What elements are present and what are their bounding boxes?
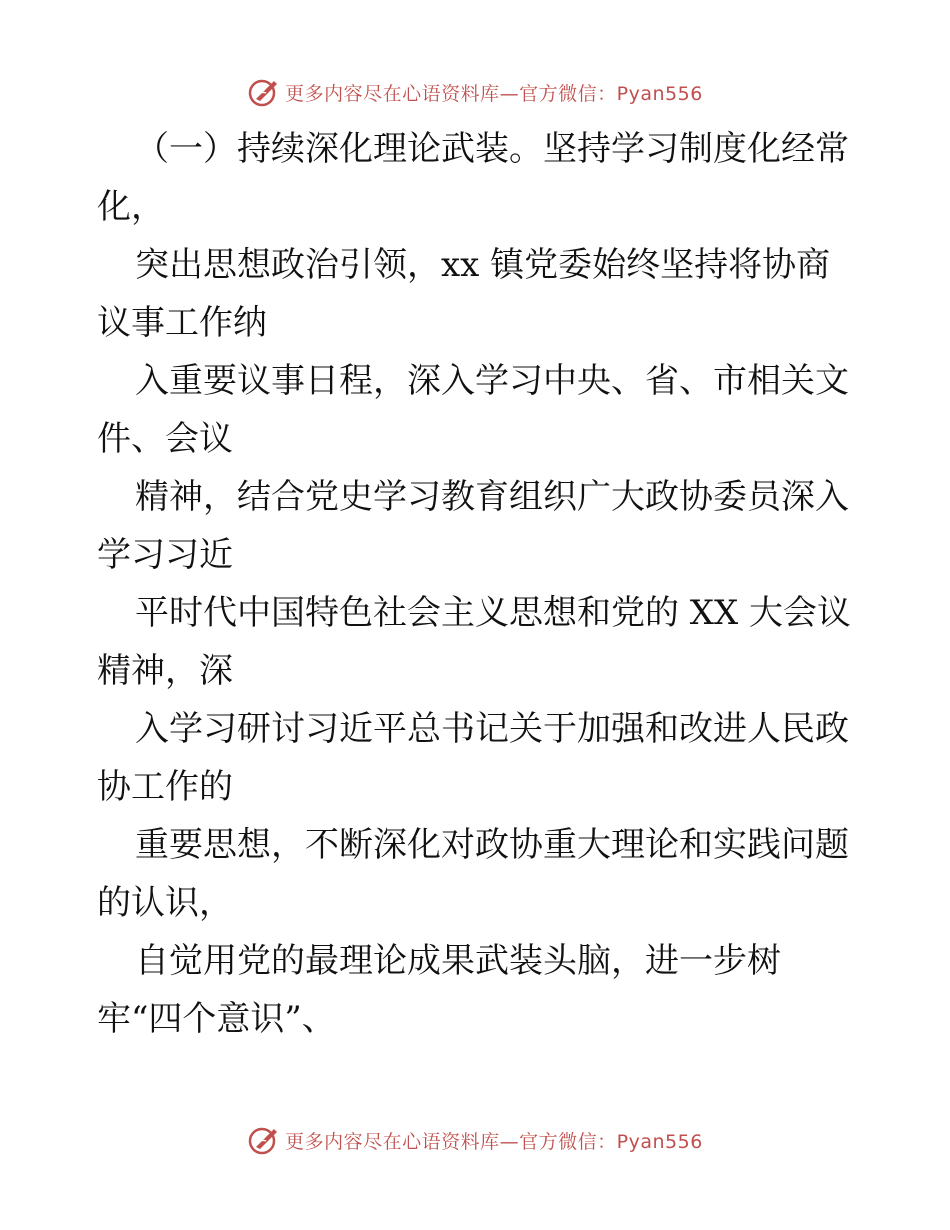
watermark-text: 更多内容尽在心语资料库—官方微信：Pyan556 <box>285 1130 703 1153</box>
body-line <box>97 526 857 584</box>
body-line <box>97 758 857 816</box>
body-line <box>97 584 857 642</box>
body-line <box>97 932 857 990</box>
body-line <box>97 294 857 352</box>
body-line-text: （一）持续深化理论武装。坚持学习制度化经常 <box>135 129 849 169</box>
body-line-text: 突出思想政治引领，xx 镇党委始终坚持将协商 <box>135 245 831 285</box>
body-line-text: 协工作的 <box>97 767 233 807</box>
body-line-text: 化， <box>97 187 165 227</box>
body-line <box>97 410 857 468</box>
body-line <box>97 120 857 178</box>
body-line <box>97 700 857 758</box>
body-line-text: 自觉用党的最理论成果武装头脑，进一步树 <box>135 941 781 981</box>
body-line <box>97 468 857 526</box>
body-line-text: 平时代中国特色社会主义思想和党的 XX 大会议 <box>135 593 852 633</box>
body-line-text: 入学习研讨习近平总书记关于加强和改进人民政 <box>135 709 849 749</box>
body-line <box>97 642 857 700</box>
body-line-text: 精神，深 <box>97 651 233 691</box>
body-line <box>97 178 857 236</box>
body-line <box>97 352 857 410</box>
body-line-text: 件、会议 <box>97 419 233 459</box>
body-line-text: 议事工作纳 <box>97 303 267 343</box>
body-line-text: 牢“四个意识”、 <box>97 999 336 1039</box>
body-line <box>97 816 857 874</box>
body-line <box>97 236 857 294</box>
body-line-text: 入重要议事日程，深入学习中央、省、市相关文 <box>135 361 849 401</box>
quill-logo-icon <box>247 1123 281 1157</box>
quill-logo-icon <box>247 75 281 109</box>
body-line <box>97 990 857 1048</box>
header-watermark <box>0 72 950 112</box>
body-line-text: 学习习近 <box>97 535 233 575</box>
body-line <box>97 874 857 932</box>
watermark-text: 更多内容尽在心语资料库—官方微信：Pyan556 <box>285 82 703 105</box>
body-line-text: 的认识， <box>97 883 233 923</box>
footer-watermark <box>0 1120 950 1160</box>
body-line-text: 重要思想，不断深化对政协重大理论和实践问题 <box>135 825 849 865</box>
body-line-text: 精神，结合党史学习教育组织广大政协委员深入 <box>135 477 849 517</box>
document-body <box>97 120 857 1048</box>
